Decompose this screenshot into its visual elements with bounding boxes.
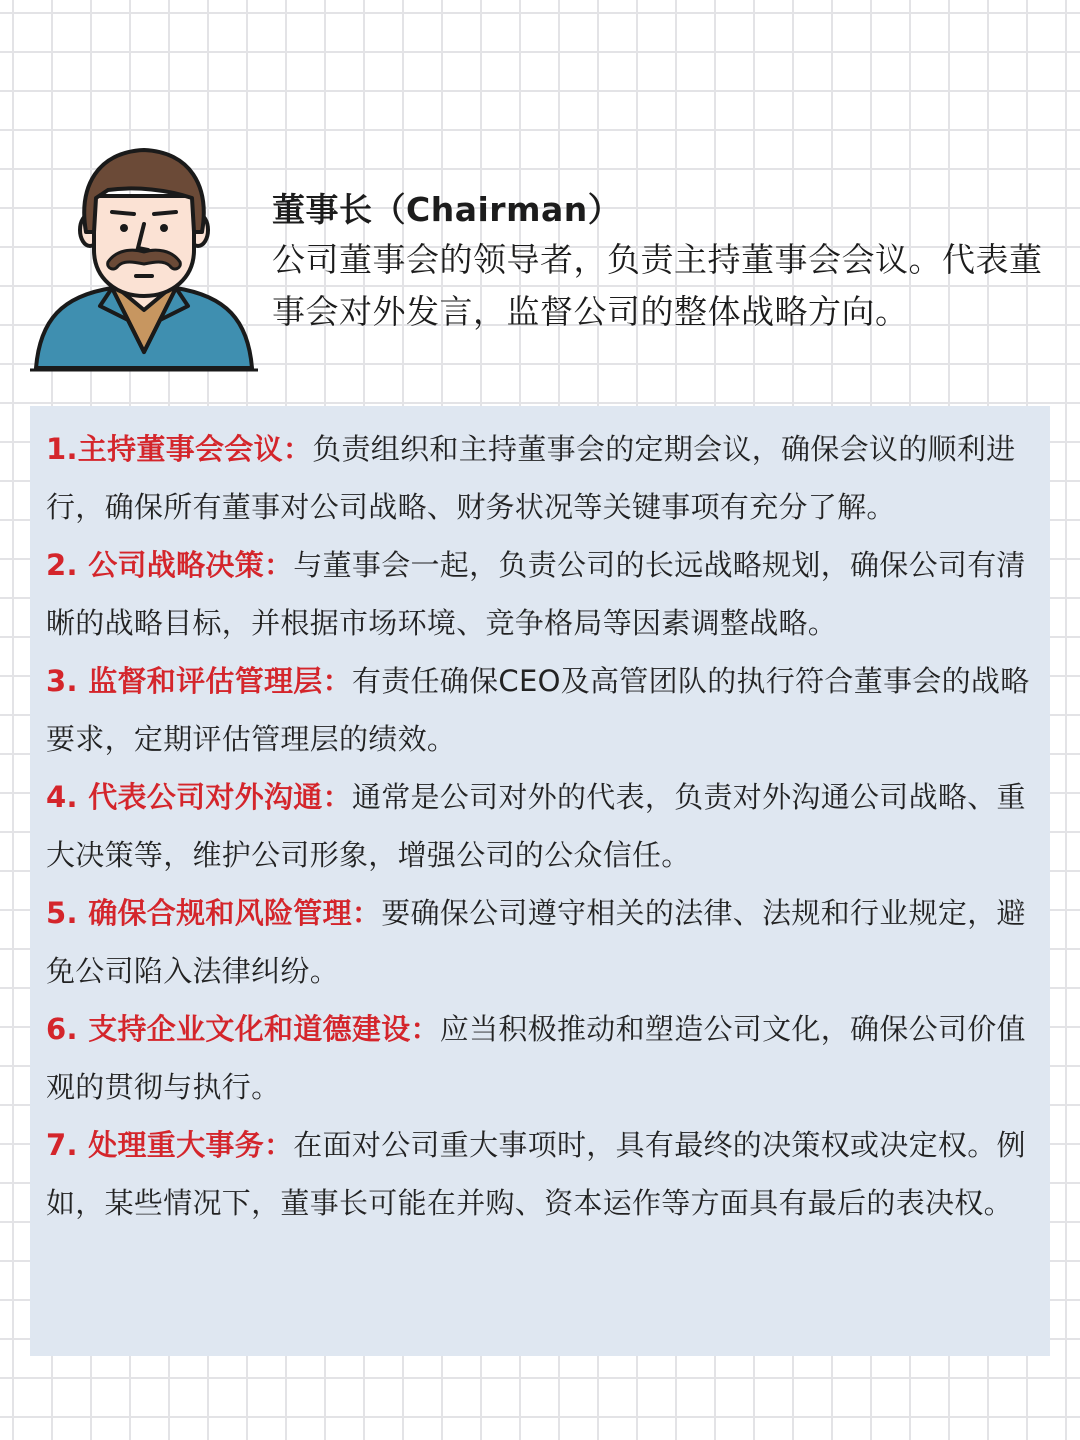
duty-item-7 (46, 1116, 1036, 1232)
duty-text: 应当积极推动和塑造公司文化，确保公司价值观的贯彻与执行。 (46, 1012, 1026, 1104)
duty-item-6 (46, 1000, 1036, 1116)
duty-text: 有责任确保CEO及高管团队的执行符合董事会的战略要求，定期评估管理层的绩效。 (46, 664, 1030, 756)
duty-title: 7. 处理重大事务： (46, 1128, 294, 1162)
duty-item-5 (46, 884, 1036, 1000)
duty-title: 5. 确保合规和风险管理： (46, 896, 382, 930)
duty-title: 3. 监督和评估管理层： (46, 664, 352, 698)
intro-text: 公司董事会的领导者，负责主持董事会会议。代表董事会对外发言，监督公司的整体战略方向。 (272, 240, 1043, 331)
duties-card (30, 406, 1050, 1356)
duty-text: 负责组织和主持董事会的定期会议，确保会议的顺利进行，确保所有董事对公司战略、财务状况等关键事项有充分了解。 (46, 432, 1016, 524)
duty-text: 要确保公司遵守相关的法律、法规和行业规定，避免公司陷入法律纠纷。 (46, 896, 1026, 988)
duty-text: 通常是公司对外的代表，负责对外沟通公司战略、重大决策等，维护公司形象，增强公司的公众信任。 (46, 780, 1026, 872)
chairman-avatar-icon (28, 140, 260, 374)
header (272, 186, 1052, 338)
duty-title: 2. 公司战略决策： (46, 548, 294, 582)
duty-item-1 (46, 420, 1036, 536)
duty-title: 1.主持董事会会议： (46, 432, 313, 466)
duty-title: 4. 代表公司对外沟通： (46, 780, 352, 814)
duty-item-2 (46, 536, 1036, 652)
duty-text: 与董事会一起，负责公司的长远战略规划，确保公司有清晰的战略目标，并根据市场环境、竞争格局等因素调整战略。 (46, 548, 1026, 640)
page-title: 董事长（Chairman） (272, 190, 622, 229)
duty-text: 在面对公司重大事项时，具有最终的决策权或决定权。例如，某些情况下，董事长可能在并购、资本运作等方面具有最后的表决权。 (46, 1128, 1026, 1220)
duty-title: 6. 支持企业文化和道德建设： (46, 1012, 440, 1046)
duty-item-4 (46, 768, 1036, 884)
duty-item-3 (46, 652, 1036, 768)
